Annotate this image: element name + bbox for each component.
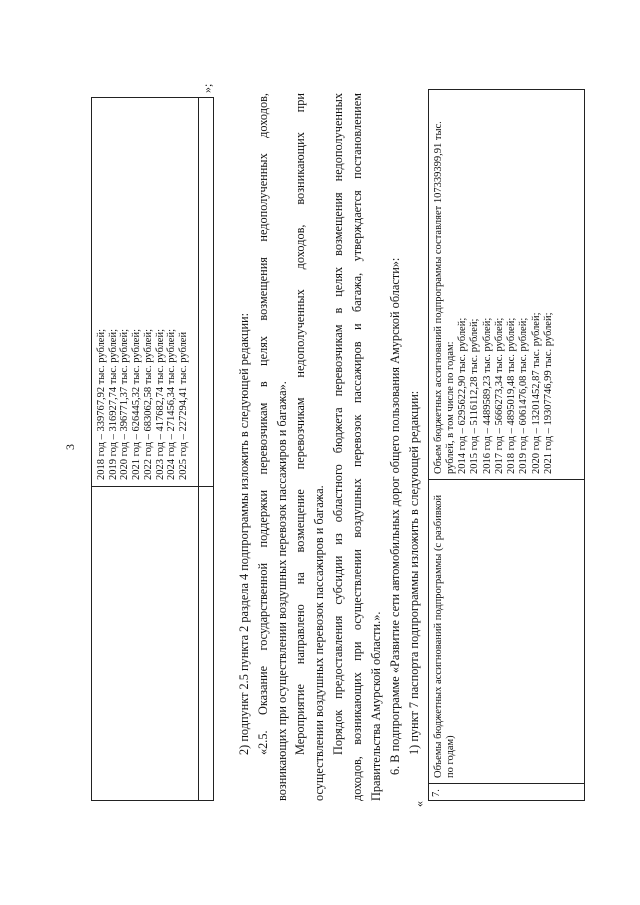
- funding-year-item: 2022 год – 683062,58 тыс. рублей;: [142, 328, 154, 480]
- funding-year-item: 2021 год – 19307746,99 тыс. рублей;: [543, 312, 555, 474]
- funding-year-item: 2023 год – 417682,74 тыс. рублей;: [154, 328, 166, 480]
- funding-total: Объем бюджетных ассигнований подпрограммы составляет 107339399,91 тыс. рублей, в том числе по годам:: [433, 121, 456, 474]
- funding-year-item: 2018 год – 4895019,48 тыс. рублей;: [506, 317, 518, 474]
- funding-year-item: 2018 год – 339767,92 тыс. рублей;: [96, 328, 107, 480]
- table-divider: [429, 479, 584, 480]
- closing-quote: »;: [200, 83, 214, 93]
- paragraph-line: 1) пункт 7 паспорта подпрограммы изложить в следующей редакции:: [407, 390, 421, 755]
- page-number: 3: [63, 444, 77, 450]
- funding-table-continuation: [91, 97, 214, 801]
- passport-table: [428, 89, 585, 801]
- table-divider: [198, 98, 199, 800]
- funding-year-item: 2017 год – 5666273,34 тыс. рублей;: [493, 317, 505, 474]
- table-divider: [429, 783, 584, 784]
- funding-years-list: [457, 312, 555, 474]
- row-number: 7.: [431, 789, 442, 797]
- paragraph-line: Мероприятие направлено на возмещение перевозчикам недополученных доходов, возникающих при: [293, 93, 307, 755]
- funding-year-item: 2021 год – 626445,32 тыс. рублей;: [131, 328, 143, 480]
- opening-quote: «: [412, 801, 426, 807]
- funding-year-item: 2014 год – 6295622,90 тыс. рублей;: [457, 317, 468, 474]
- table-divider: [92, 486, 213, 487]
- paragraph-line: доходов, возникающих при осуществлении воздушных перевозок пассажиров и багажа, утверждается постановлением: [350, 93, 364, 801]
- funding-year-item: 2019 год – 316927,74 тыс. рублей;: [107, 328, 119, 480]
- funding-year-item: 2015 год – 5116112,28 тыс. рублей;: [469, 318, 481, 474]
- paragraph-line: Правительства Амурской области.».: [369, 611, 383, 801]
- funding-year-item: 2020 год – 396771,37 тыс. рублей;: [119, 328, 131, 480]
- paragraph-line: Порядок предоставления субсидии из областного бюджета перевозчикам в целях возмещения недополученных: [331, 93, 345, 755]
- row-label: Объемы бюджетных ассигнований подпрограммы (с разбивкой по годам): [433, 494, 456, 778]
- funding-year-item: 2025 год – 227294,41 тыс. рублей: [177, 331, 189, 480]
- paragraph-line: 2) подпункт 2.5 пункта 2 раздела 4 подпрограммы изложить в следующей редакции:: [237, 312, 251, 755]
- paragraph-line: 6. В подпрограмме «Развитие сети автомобильных дорог общего пользования Амурской области»:: [388, 257, 402, 775]
- funding-years-list: [96, 329, 190, 480]
- funding-year-item: 2016 год – 4489589,23 тыс. рублей;: [481, 317, 493, 474]
- funding-year-item: 2019 год – 6061476,08 тыс. рублей;: [518, 317, 530, 474]
- funding-year-item: 2020 год – 13201452,87 тыс. рублей;: [530, 312, 542, 474]
- paragraph-line: «2.5. Оказание государственной поддержки перевозчикам в целях возмещения недополученных доходов,: [256, 93, 270, 755]
- funding-year-item: 2024 год – 271456,34 тыс. рублей;: [166, 328, 178, 480]
- paragraph-line: осуществлении воздушных перевозок пассажиров и багажа.: [312, 485, 326, 801]
- paragraph-line: возникающих при осуществлении воздушных перевозок пассажиров и багажа».: [275, 381, 289, 801]
